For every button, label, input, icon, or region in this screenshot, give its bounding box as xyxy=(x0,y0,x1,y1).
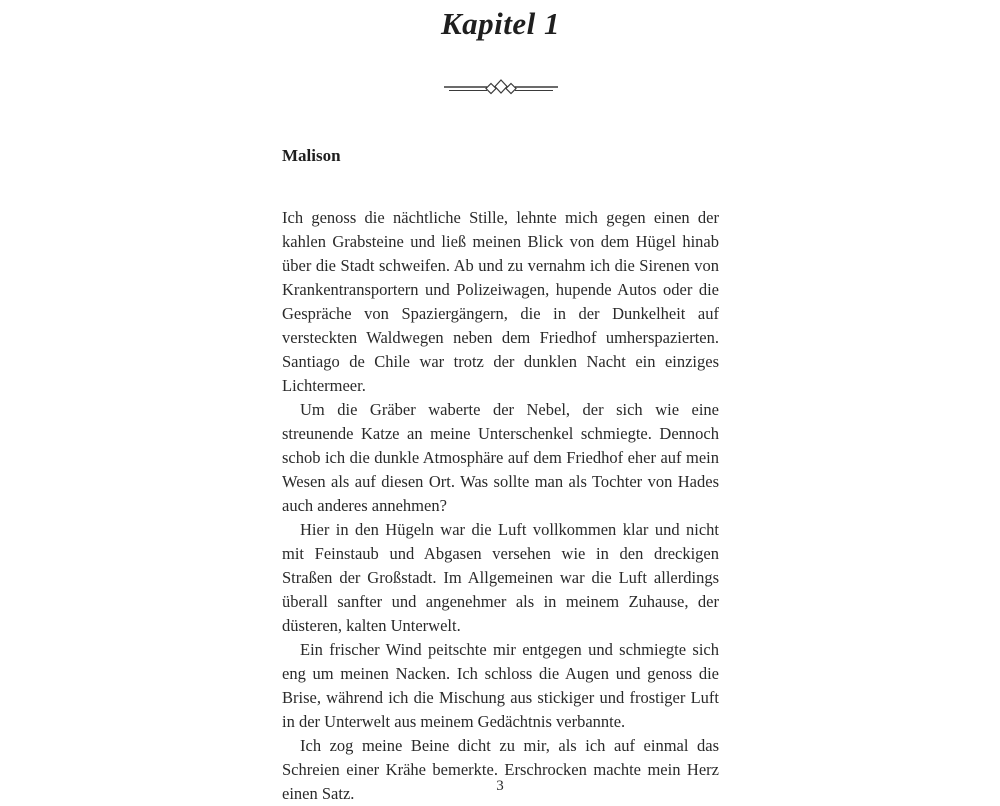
paragraph-1: Ich genoss die nächtliche Stille, lehnte mich gegen einen der kahlen Grabsteine und ließ meinen Blick von dem Hügel hinab über die Stadt schweifen. Ab und zu vernahm ich die Sirenen von Krankentransportern und Polizeiwagen, hupende Autos oder die Gespräche von Spaziergängern, die in der Dunkelheit auf versteckten Waldwegen neben dem Friedhof umherspazierten. Santiago de Chile war trotz der dunklen Nacht ein einziges Lichtermeer. xyxy=(282,208,719,395)
page-number: 3 xyxy=(496,778,504,794)
body-text xyxy=(282,206,719,806)
section-heading: Malison xyxy=(282,146,341,165)
chapter-title: Kapitel 1 xyxy=(440,6,561,41)
text-column xyxy=(282,0,719,803)
paragraph-5: Ich zog meine Beine dicht zu mir, als ich auf einmal das Schreien einer Krähe bemerkte. Erschrocken machte mein Herz einen Satz. xyxy=(282,736,719,803)
diamond-mountain-divider-icon xyxy=(443,78,559,98)
paragraph-4: Ein frischer Wind peitschte mir entgegen und schmiegte sich eng um meinen Nacken. Ich schloss die Augen und genoss die Brise, während ich die Mischung aus stickiger und frostiger Luft in der Unterwelt aus meinem Gedächtnis verbannte. xyxy=(282,640,719,731)
paragraph-2: Um die Gräber waberte der Nebel, der sich wie eine streunende Katze an meine Unterschenkel schmiegte. Dennoch schob ich die dunkle Atmosphäre auf dem Friedhof eher auf mein Wesen als auf diesen Ort. Was sollte man als Tochter von Hades auch anderes annehmen? xyxy=(282,400,719,515)
paragraph-3: Hier in den Hügeln war die Luft vollkommen klar und nicht mit Feinstaub und Abgasen versehen wie in den dreckigen Straßen der Großstadt. Im Allgemeinen war die Luft allerdings überall sanfter und angenehmer als in meinem Zuhause, der düsteren, kalten Unterwelt. xyxy=(282,520,719,635)
chapter-ornament xyxy=(282,78,719,98)
